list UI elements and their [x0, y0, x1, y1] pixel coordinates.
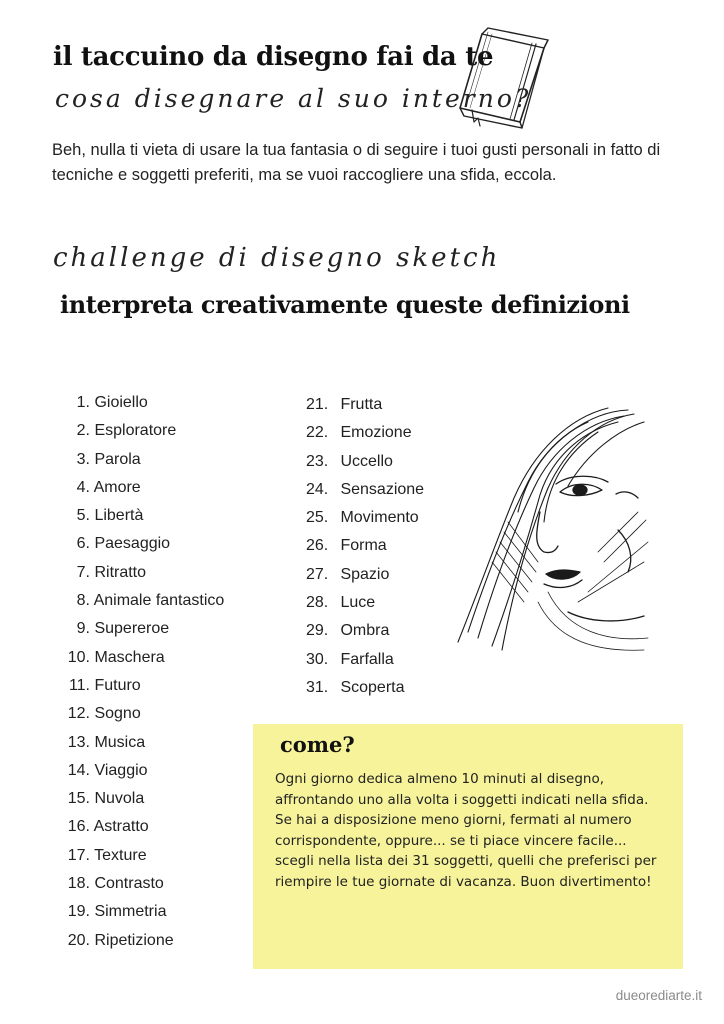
challenge-subtitle: challenge di disegno sketch: [53, 243, 501, 273]
list-item: 11. Futuro: [68, 676, 141, 694]
intro-text: Beh, nulla ti vieta di usare la tua fantasia o di seguire i tuoi gusti personali in fatto di tecniche e soggetti preferiti, ma se vuoi raccogliere una sfida, eccola.: [52, 141, 661, 184]
list-item: 1. Gioiello: [76, 394, 148, 411]
how-to-paragraph: Se hai a disposizione meno giorni, fermati al numero corrispondente, oppure... se ti piace vincere facile... scegli nella lista dei 31 soggetti, quelli che preferisci per riempire le tue giornate di vacanza. Buon divertimento!: [275, 812, 657, 890]
list-item: 6. Paesaggio: [76, 535, 171, 553]
list-item: 14. Viaggio: [67, 761, 148, 779]
list-item: 8. Animale fantastico: [76, 592, 225, 610]
list-item: 4. Amore: [76, 478, 141, 496]
list-item: 20. Ripetizione: [67, 931, 174, 949]
list-item: 18. Contrasto: [67, 875, 164, 893]
how-to-box: [253, 724, 683, 969]
list-item: 25. Movimento: [306, 509, 419, 527]
how-to-paragraph: Ogni giorno dedica almeno 10 minuti al disegno, affrontando uno alla volta i soggetti indicati nella sfida.: [275, 771, 649, 808]
subject-list-right: [306, 391, 424, 702]
list-item: 12. Sogno: [67, 705, 141, 723]
list-item: 27. Spazio: [306, 565, 390, 583]
list-item: 23. Uccello: [306, 452, 393, 470]
list-item: 16. Astratto: [67, 818, 149, 836]
list-item: 19. Simmetria: [67, 903, 167, 921]
list-item: 28. Luce: [306, 594, 376, 612]
list-item: 9. Supereroe: [76, 620, 170, 638]
list-item: 2. Esploratore: [76, 422, 177, 440]
list-item: 13. Musica: [67, 733, 146, 751]
challenge-heading: interpreta creativamente queste definizioni: [60, 290, 630, 319]
notebook-sketch-icon: [448, 18, 560, 130]
how-to-title: come?: [280, 732, 355, 757]
list-item: 5. Libertà: [76, 507, 144, 525]
list-item: 10. Maschera: [67, 648, 165, 666]
list-item: 7. Ritratto: [76, 563, 147, 581]
list-item: 21. Frutta: [306, 396, 383, 413]
footer-site: dueorediarte.it: [615, 988, 702, 1003]
list-item: 24. Sensazione: [306, 480, 425, 498]
list-item: 26. Forma: [306, 537, 387, 555]
page-title: il taccuino da disegno fai da te: [53, 42, 494, 72]
how-to-text: [275, 769, 667, 892]
list-item: 30. Farfalla: [306, 650, 394, 668]
list-item: 29. Ombra: [306, 622, 390, 640]
list-item: 22. Emozione: [306, 424, 412, 442]
list-item: 31. Scoperta: [306, 678, 405, 696]
list-item: 15. Nuvola: [67, 790, 145, 808]
subtitle-script: cosa disegnare al suo interno?: [55, 84, 532, 113]
subject-list-left: [60, 389, 224, 955]
face-sketch-illustration: [448, 402, 658, 657]
list-item: 3. Parola: [76, 450, 141, 468]
list-item: 17. Texture: [67, 846, 147, 864]
